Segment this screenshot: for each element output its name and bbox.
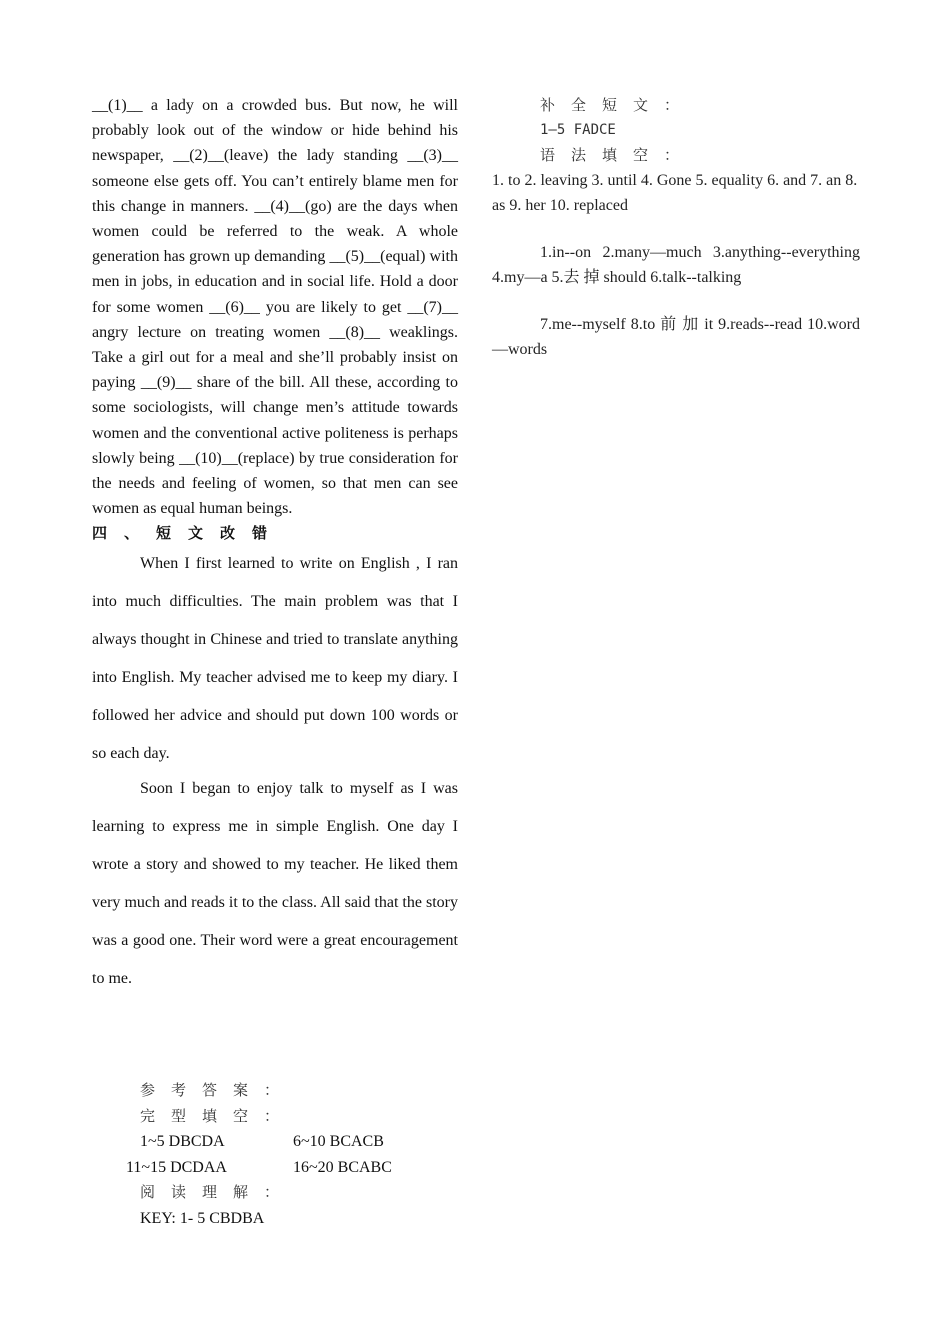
correction-answers-1: 1.in--on 2.many—much 3.anything--everything 4.my—a 5.去 掉 should 6.talk--talking — [492, 244, 860, 286]
grammar-fill-answers: 1. to 2. leaving 3. until 4. Gone 5. equality 6. and 7. an 8. as 9. her 10. replaced — [492, 172, 858, 214]
label-grammar-fill: 语法填空： — [540, 146, 696, 164]
cloze-row-1 — [140, 1129, 540, 1155]
fill-passage-answer: 1—5 FADCE — [540, 122, 616, 138]
cloze-row-2 — [126, 1155, 540, 1181]
section-4-heading: 四、短文改错 — [92, 524, 285, 543]
label-cloze: 完型填空： — [140, 1106, 296, 1125]
label-reference-answers: 参考答案： — [140, 1081, 296, 1099]
essay-paragraph-2: Soon I began to enjoy talk to myself as I was learning to express me in simple English. One day I wrote a story and showed to my teacher. He liked them very much and reads it to the class. All said that the story was a good one. Their word were a great encouragement to me. — [92, 780, 458, 988]
label-fill-passage: 补全短文： — [540, 96, 696, 114]
passage-text: __(1)__ a lady on a crowded bus. But now, he will probably look out of the window or hide behind his newspaper, __(2)__(leave) the lady standing __(3)__ someone else gets off. You can’t entirely blame men for this change in manners. __(4)__(go) are the days when women could be referred to the weak. A whole generation has grown up demanding __(5)__(equal) with men in jobs, in education and in social life. Hold a door for some women __(6)__ you are likely to get __(7)__ angry lecture on treating women __(8)__ weaklings. Take a girl out for a meal and she’ll probably insist on paying __(9)__ share of the bill. All these, according to some sociologists, will change men’s attitude towards women and the conventional active politeness is perhaps slowly being __(10)__(replace) by true consideration for the needs and feeling of women, so that men can see women as equal human beings. — [92, 97, 458, 518]
cloze-6-10: 6~10 BCACB — [293, 1133, 384, 1150]
cloze-11-15: 11~15 DCDAA — [126, 1158, 227, 1176]
essay-paragraph-1: When I first learned to write on English , I ran into much difficulties. The main problem was that I always thought in Chinese and tried to translate anything into English. My teacher advised me to keep my diary. I followed her advice and should put down 100 words or so each day. — [92, 555, 458, 763]
correction-answers-2: 7.me--myself 8.to 前 加 it 9.reads--read 10.word—words — [492, 316, 860, 358]
reference-answers — [126, 1078, 540, 1231]
label-reading: 阅读理解： — [140, 1183, 296, 1201]
left-column — [92, 93, 458, 998]
cloze-1-5: 1~5 DBCDA — [140, 1133, 225, 1150]
right-column — [492, 93, 860, 362]
spacer — [492, 218, 860, 240]
reading-key: KEY: 1- 5 CBDBA — [140, 1209, 265, 1227]
spacer — [492, 290, 860, 312]
cloze-16-20: 16~20 BCABC — [293, 1158, 392, 1176]
